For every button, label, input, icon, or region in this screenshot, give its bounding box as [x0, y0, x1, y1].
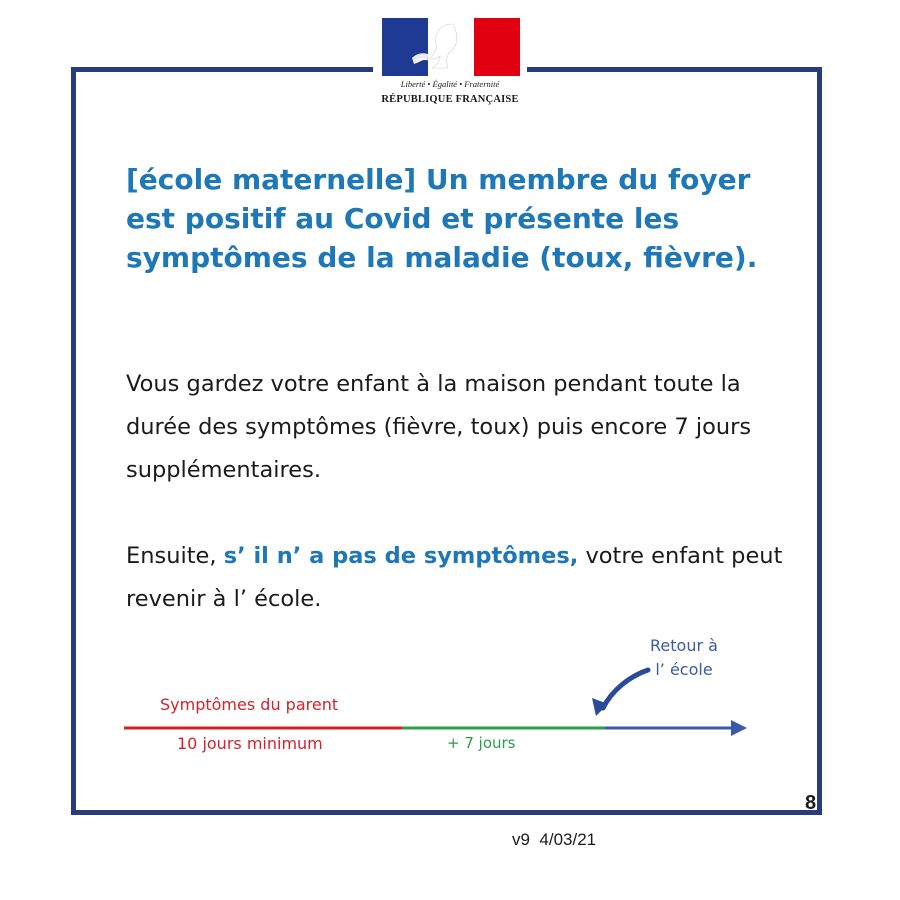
symptoms-label: Symptômes du parent	[160, 695, 339, 714]
logo-overlay	[373, 18, 527, 122]
republic-overlay: RÉPUBLIQUE FRANÇAISE	[381, 94, 519, 105]
extra-days-label: + 7 jours	[447, 734, 516, 752]
page-title: [école maternelle] Un membre du foyer est positif au Covid et présente les symptômes de la maladie (toux, fièvre).	[126, 163, 758, 274]
return-text-start: Ensuite,	[126, 543, 224, 569]
flag-overlay	[382, 18, 520, 76]
no-symptoms-highlight: s’ il n’ a pas de symptômes,	[223, 543, 579, 569]
return-text-end: votre enfant peut revenir à l’ école.	[126, 543, 783, 612]
return-label-line2: l’ école	[655, 660, 713, 679]
marianne-overlay-icon	[382, 18, 520, 76]
page-number: 8	[805, 792, 817, 814]
return-paragraph	[126, 535, 796, 621]
motto-overlay: Liberté • Égalité • Fraternité	[400, 79, 500, 89]
return-label-line1: Retour à	[650, 636, 718, 655]
minimum-duration-label: 10 jours minimum	[177, 734, 323, 753]
version-label: v9 4/03/21	[512, 830, 597, 849]
return-to-school-label	[634, 634, 734, 682]
instruction-paragraph: Vous gardez votre enfant à la maison pendant toute la durée des symptômes (fièvre, toux) puis encore 7 jours supplémentaires.	[126, 371, 752, 483]
